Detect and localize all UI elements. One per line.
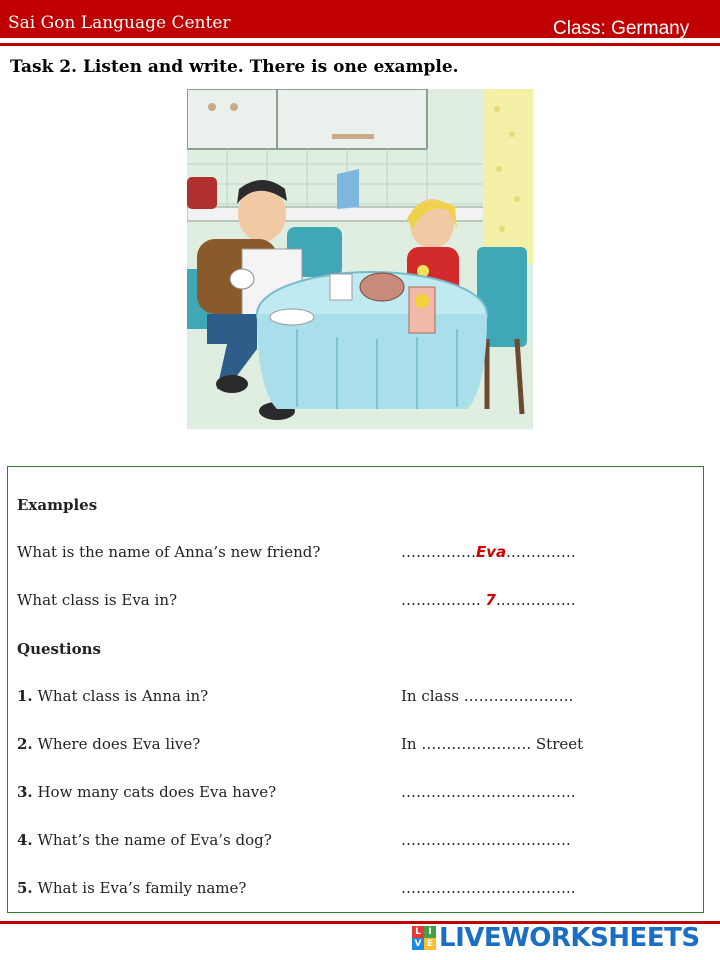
logo-letter: E <box>424 938 436 950</box>
example-question-1: What is the name of Anna’s new friend? <box>17 543 321 561</box>
center-name: Sai Gon Language Center <box>8 13 231 33</box>
task-title: Task 2. Listen and write. There is one example. <box>10 57 459 77</box>
class-label: Class: Germany <box>553 18 690 39</box>
question-text: What’s the name of Eva’s dog? <box>37 831 272 849</box>
logo-letter: I <box>424 926 436 938</box>
answer-field-1[interactable]: In class …………………. <box>401 687 574 705</box>
question-3 <box>17 783 276 801</box>
header-divider <box>0 43 720 46</box>
answer-dots: .…………… <box>495 591 576 609</box>
kitchen-breakfast-illustration <box>187 89 533 429</box>
liveworksheets-logo <box>412 923 700 953</box>
logo-letter: V <box>412 938 424 950</box>
liveworksheets-logo-icon <box>412 926 436 950</box>
question-number: 1. <box>17 687 33 705</box>
questions-heading: Questions <box>17 640 101 658</box>
question-2 <box>17 735 200 753</box>
examples-heading: Examples <box>17 496 98 514</box>
answer-field-4[interactable]: ……………………………. <box>401 831 571 849</box>
question-number: 3. <box>17 783 33 801</box>
question-text: Where does Eva live? <box>37 735 201 753</box>
answer-dots: .…………. <box>506 543 576 561</box>
logo-letter: L <box>412 926 424 938</box>
example-answer-1 <box>401 543 576 561</box>
example-answer-value: 7 <box>485 591 496 609</box>
example-question-2: What class is Eva in? <box>17 591 178 609</box>
answer-dots: …………… <box>401 543 476 561</box>
question-number: 2. <box>17 735 33 753</box>
answer-dots: ……………. <box>401 591 486 609</box>
question-text: What is Eva’s family name? <box>37 879 247 897</box>
answer-field-3[interactable]: …………………………….. <box>401 783 576 801</box>
answer-field-5[interactable]: …………………………….. <box>401 879 576 897</box>
question-number: 5. <box>17 879 33 897</box>
question-4 <box>17 831 272 849</box>
example-answer-value: Eva <box>476 543 507 561</box>
liveworksheets-logo-text: LIVEWORKSHEETS <box>439 923 700 953</box>
answer-field-2[interactable]: In …………………. Street <box>401 735 584 753</box>
question-text: How many cats does Eva have? <box>37 783 277 801</box>
question-text: What class is Anna in? <box>37 687 209 705</box>
question-5 <box>17 879 246 897</box>
example-answer-2 <box>401 591 576 609</box>
question-number: 4. <box>17 831 33 849</box>
question-1 <box>17 687 208 705</box>
